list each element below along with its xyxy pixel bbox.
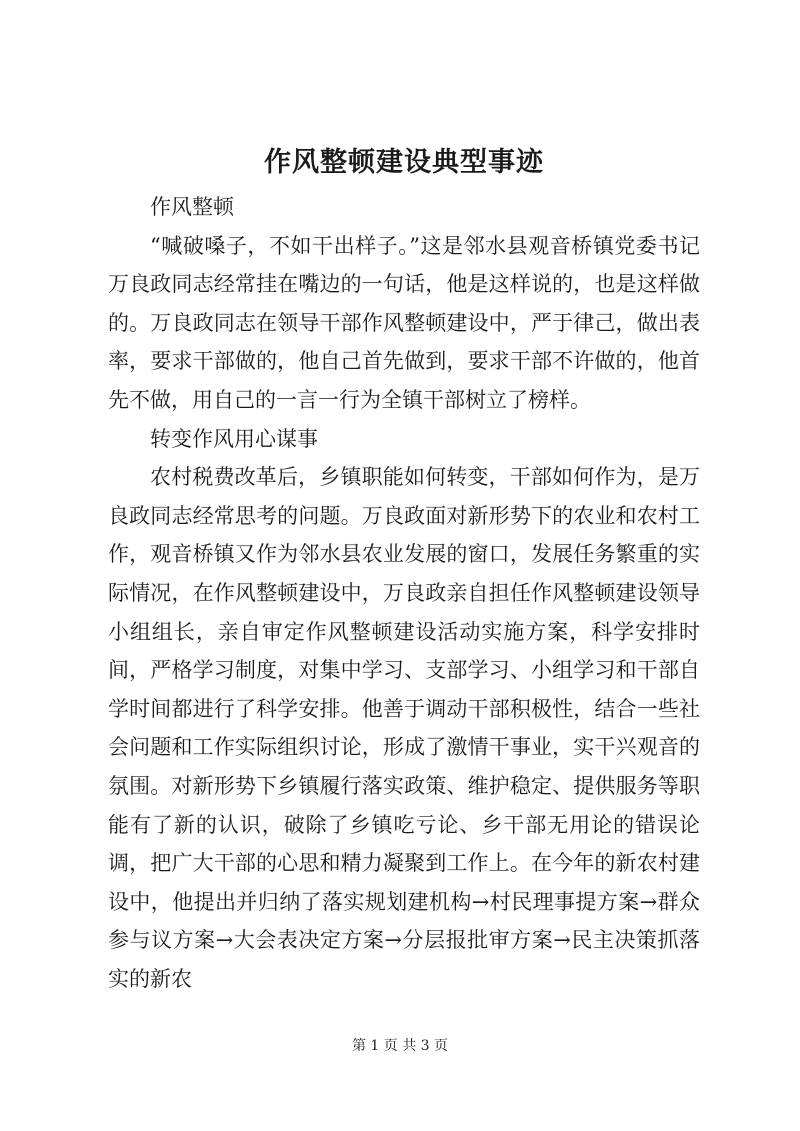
page-footer: 第 1 页 共 3 页 [351,1038,449,1054]
body-paragraph: “喊破嗓子，不如干出样子。”这是邻水县观音桥镇党委书记万良政同志经常挂在嘴边的一句话，他是这样说的，也是这样做的。万良政同志在领导干部作风整顿建设中，严于律己，做出表率，要求干部做的，他自己首先做到，要求干部不许做的，他首先不做，用自己的一言一行为全镇干部树立了榜样。 [108,233,700,412]
document-page [108,0,700,1131]
document-body [108,188,700,998]
section-heading: 转变作风用心谋事 [150,426,318,451]
body-paragraph: 农村税费改革后，乡镇职能如何转变，干部如何作为，是万良政同志经常思考的问题。万良政面对新形势下的农业和农村工作，观音桥镇又作为邻水县农业发展的窗口，发展任务繁重的实际情况，在作风整顿建设中，万良政亲自担任作风整顿建设领导小组组长，亲自审定作风整顿建设活动实施方案，科学安排时间，严格学习制度，对集中学习、支部学习、小组学习和干部自学时间都进行了科学安排。他善于调动干部积极性，结合一些社会问题和工作实际组织讨论，形成了激情干事业，实干兴观音的氛围。对新形势下乡镇履行落实政策、维护稳定、提供服务等职能有了新的认识，破除了乡镇吃亏论、乡干部无用论的错误论调，把广大干部的心思和精力凝聚到工作上。在今年的新农村建设中，他提出并归纳了落实规划建机构→村民理事提方案→群众参与议方案→大会表决定方案→分层报批审方案→民主决策抓落实的新农 [108,465,700,991]
section-heading: 作风整顿 [150,195,234,219]
document-title: 作风整顿建设典型事迹 [264,147,544,178]
